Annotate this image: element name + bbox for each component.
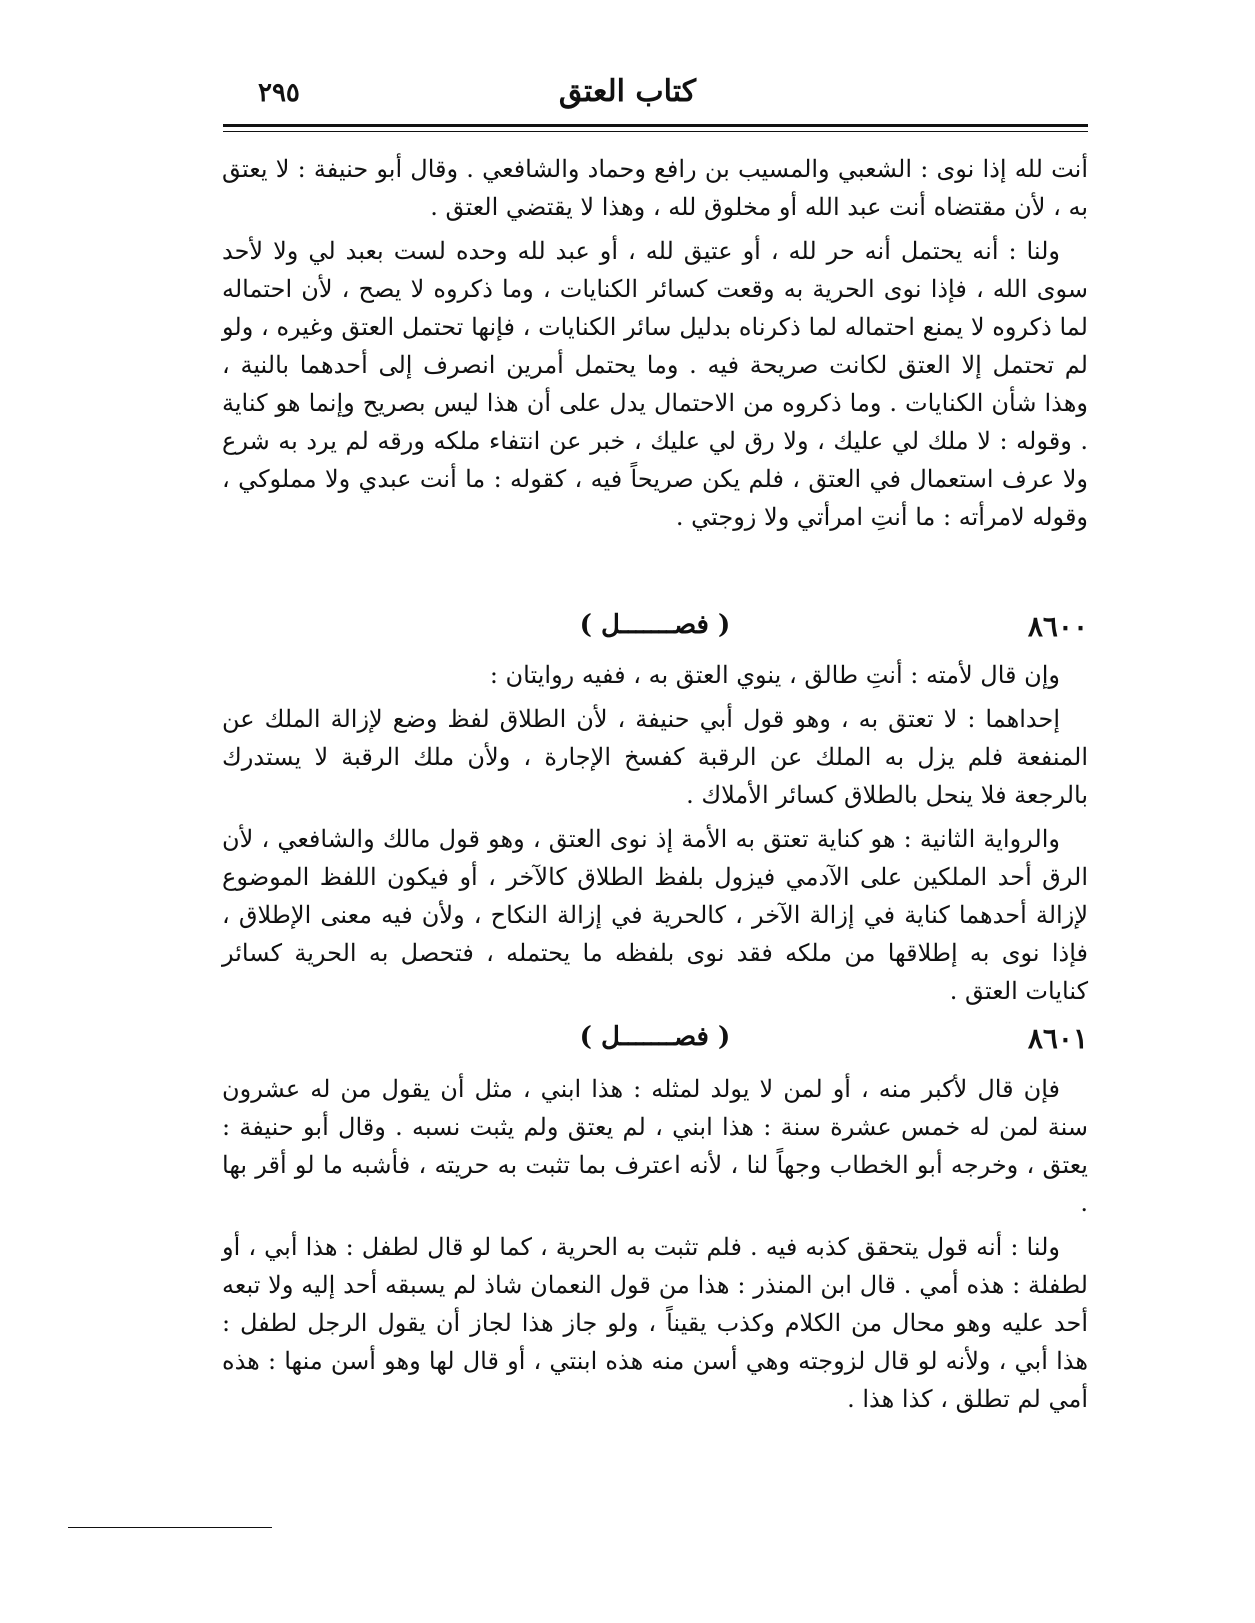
section-label: ( فصـــــــل ): [579, 1022, 731, 1052]
paragraph: أنت لله إذا نوى : الشعبي والمسيب بن رافع وحماد والشافعي . وقال أبو حنيفة : لا يعتق به ، لأن مقتضاه أنت عبد الله أو مخلوق لله ، وهذا لا يقتضي العتق .: [222, 155, 1088, 221]
paragraph: إحداهما : لا تعتق به ، وهو قول أبي حنيفة ، لأن الطلاق لفظ وضع لإزالة الملك عن المنفعة فلم يزل به الملك عن الرقبة كفسخ الإجارة ، ولأن ملك الرقبة لا يستدرك بالرجعة فلا ينحل بالطلاق كسائر الأملاك .: [222, 705, 1088, 809]
text-block-3: [222, 1070, 1088, 1424]
section-label: ( فصـــــــل ): [579, 610, 731, 640]
header-rule: [223, 124, 1088, 127]
running-header-title: كتاب العتق: [558, 74, 697, 109]
section-heading-8600: [222, 610, 1088, 650]
text-block-2: [222, 656, 1088, 1016]
text-block-1: [222, 150, 1088, 542]
paragraph: وإن قال لأمته : أنتِ طالق ، ينوي العتق به ، ففيه روايتان :: [489, 661, 1060, 689]
section-heading-8601: [222, 1022, 1088, 1062]
paragraph: والرواية الثانية : هو كناية تعتق به الأمة إذ نوى العتق ، وهو قول مالك والشافعي ، لأن الرق أحد الملكين على الآدمي فيزول بلفظ الطلاق كالآخر ، أو فيكون اللفظ الموضوع لإزالة أحدهما كناية في إزالة الآخر ، كالحرية في إزالة النكاح ، ولأن فيه معنى الإطلاق ، فإذا نوى به إطلاقها من ملكه فقد نوى بلفظه ما يحتمله ، فتحصل به الحرية كسائر كنايات العتق .: [222, 825, 1089, 1005]
header-rule-thin: [223, 131, 1088, 132]
footnote-rule: [68, 1527, 272, 1528]
paragraph: ولنا : أنه يحتمل أنه حر لله ، أو عتيق لله ، أو عبد لله وحده لست بعبد لي ولا لأحد سوى الله ، فإذا نوى الحرية به وقعت كسائر الكنايات ، وما ذكروه لا يصح ، لأن احتماله لما ذكروه لا يمنع احتماله لما ذكرناه بدليل سائر الكنايات ، فإنها تحتمل العتق وغيره ، ولو لم تحتمل إلا العتق لكانت صريحة فيه . وما يحتمل أمرين انصرف إلى أحدهما بالنية ، وهذا شأن الكنايات . وما ذكروه من الاحتمال يدل على أن هذا ليس بصريح وإنما هو كناية . وقوله : لا ملك لي عليك ، ولا رق لي عليك ، خبر عن انتفاء ملكه ورقه لم يرد به شرع ولا عرف استعمال في العتق ، فلم يكن صريحاً فيه ، كقوله : ما أنت عبدي ولا مملوكي ، وقوله لامرأته : ما أنتِ امرأتي ولا زوجتي .: [222, 237, 1088, 531]
section-number: ٨٦٠١: [1027, 1022, 1088, 1055]
paragraph: فإن قال لأكبر منه ، أو لمن لا يولد لمثله : هذا ابني ، مثل أن يقول من له عشرون سنة لمن له خمس عشرة سنة : هذا ابني ، لم يعتق ولم يثبت نسبه . وقال أبو حنيفة : يعتق ، وخرجه أبو الخطاب وجهاً لنا ، لأنه اعترف بما تثبت به حريته ، فأشبه ما لو أقر بها .: [222, 1075, 1088, 1217]
section-number: ٨٦٠٠: [1027, 610, 1088, 643]
page-number: ٢٩٥: [258, 78, 300, 108]
paragraph: ولنا : أنه قول يتحقق كذبه فيه . فلم تثبت به الحرية ، كما لو قال لطفل : هذا أبي ، أو لطفلة : هذه أمي . قال ابن المنذر : هذا من قول النعمان شاذ لم يسبقه أحد إليه ولا تبعه أحد عليه وهو محال من الكلام وكذب يقيناً ، ولو جاز هذا لجاز أن يقول الرجل لطفل : هذا أبي ، ولأنه لو قال لزوجته وهي أسن منه هذه ابنتي ، أو قال لها وهو أسن منها : هذه أمي لم تطلق ، كذا هذا .: [222, 1233, 1088, 1413]
